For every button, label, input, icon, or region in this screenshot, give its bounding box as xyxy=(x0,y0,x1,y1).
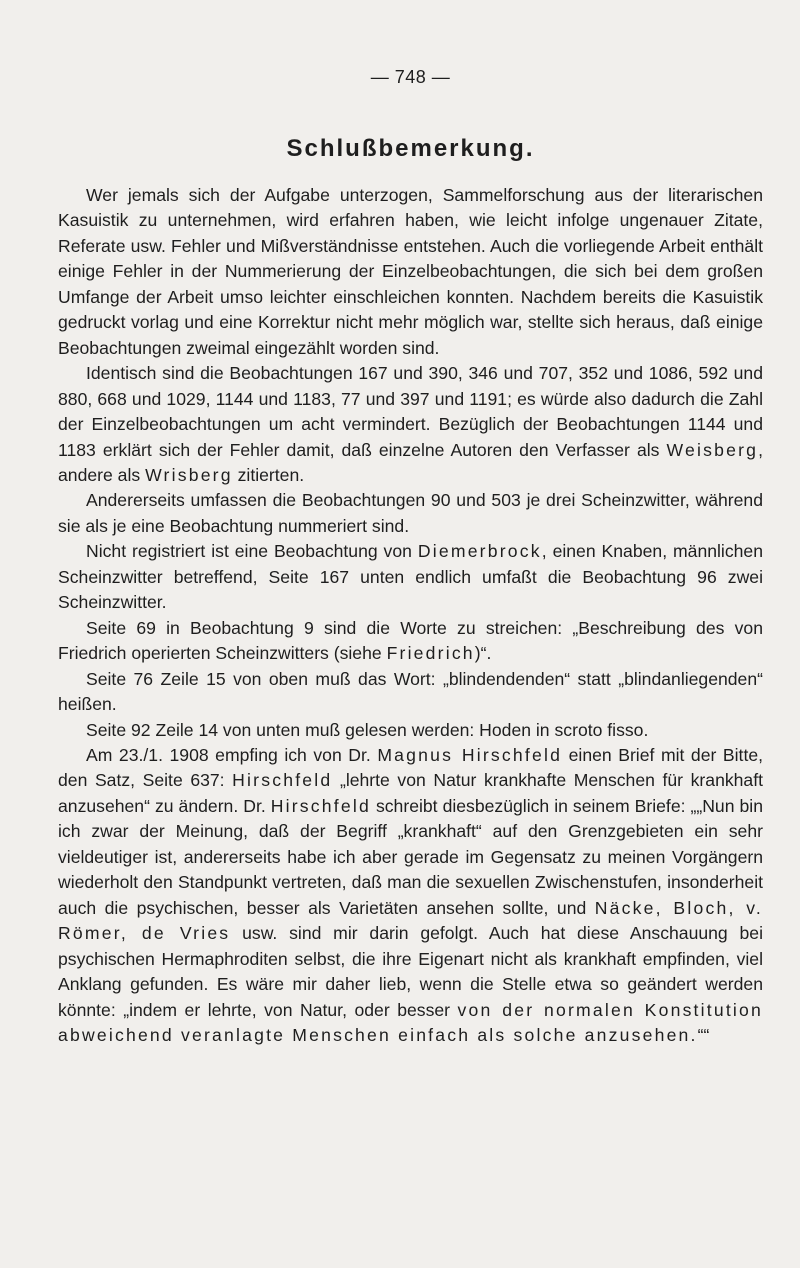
paragraph xyxy=(58,743,763,1048)
spaced-name: Magnus Hirschfeld xyxy=(377,744,563,765)
text-run: schreibt diesbezüglich in seinem Briefe: „„Nun bin ich zwar der Meinung, daß der Begriff „krankhaft“ auf den Grenzgebieten ein sehr vieldeutiger ist, andererseits habe ich aber gerade im Gegensatz zu meinen Vorgängern wiederholt den Standpunkt vertreten, daß man die sexuellen Zwischenstufen, insonderheit auch die psychischen, besser als Varietäten ansehen sollte, und xyxy=(58,795,763,918)
text-run: Seite 69 in Beobachtung 9 sind die Worte zu streichen: „Beschreibung des von Friedrich operierten Scheinzwitters (siehe xyxy=(58,617,763,664)
page-number: — 748 — xyxy=(370,67,451,87)
spaced-name: Friedrich xyxy=(386,643,475,664)
spaced-name: Näcke, Bloch, v. Römer, de Vries xyxy=(58,897,763,944)
paragraph xyxy=(58,183,763,361)
text-run: „lehrte von Natur krankhafte Menschen für krankhaft anzusehen“ zu ändern. Dr. xyxy=(58,770,763,816)
text-run: Wer jemals sich der Aufgabe unterzogen, Sammelforschung aus der literarischen Kasuistik zu unternehmen, wird erfahren haben, wie leicht infolge ungenauer Zitate, Referate usw. Fehler und Mißverständnisse entstehen. Auch die vorliegende Arbeit enthält einige Fehler in der Nummerierung der Einzelbeobachtungen, die sich bei dem großen Umfange der Arbeit umso leichter einschleichen konnten. Nachdem bereits die Kasuistik gedruckt vorlag und eine Korrektur nicht mehr möglich war, stellte sich heraus, daß einige Beobachtungen zweimal eingezählt worden sind. xyxy=(58,185,763,358)
text-run: ““ xyxy=(697,1024,710,1045)
body-text xyxy=(58,183,763,1048)
text-run: , andere als xyxy=(58,439,763,485)
spaced-name: Wrisberg xyxy=(145,464,233,485)
text-run: Seite 92 Zeile 14 von unten muß gelesen werden: Hoden in scroto fisso. xyxy=(86,719,649,740)
spaced-name: Weisberg xyxy=(666,439,759,460)
text-run: usw. sind mir darin gefolgt. Auch hat diese Anschauung bei psychischen Hermaphroditen selbst, die ihre Eigenart nicht als krankhaft empfinden, viel Anklang gefunden. Es wäre mir daher lieb, wenn die Stelle etwa so geändert werden könnte: „indem er lehrte, von Natur, oder besser xyxy=(58,923,763,1020)
text-run: Nicht registriert ist eine Beobachtung von xyxy=(86,541,418,562)
text-run: einen Brief mit der Bitte, den Satz, Seite 637: xyxy=(58,744,764,791)
section-title: Schlußbemerkung. xyxy=(286,135,535,162)
paragraph xyxy=(58,488,763,539)
spaced-name: Hirschfeld xyxy=(232,770,333,791)
text-run: Andererseits umfassen die Beobachtungen 90 und 503 je drei Scheinzwitter, während sie als je eine Beobachtung nummeriert sind. xyxy=(58,490,763,536)
paragraph xyxy=(58,361,763,488)
text-run: , einen Knaben, männlichen Scheinzwitter betreffend, Seite 167 unten endlich umfaßt die Beobachtung 96 zwei Scheinzwitter. xyxy=(58,541,763,613)
paragraph xyxy=(58,616,763,667)
spaced-name: von der normalen Konstitution abweichend veranlagte Menschen einfach als solche anzusehen. xyxy=(58,999,763,1045)
text-run: Identisch sind die Beobachtungen 167 und 390, 346 und 707, 352 und 1086, 592 und 880, 668 und 1029, 1144 und 1183, 77 und 397 und 1191; es würde also dadurch die Zahl der Einzelbeobachtungen um acht vermindert. Bezüglich der Beobachtungen 1144 und 1183 erklärt sich der Fehler damit, daß einzelne Autoren den Verfasser als xyxy=(58,363,763,460)
spaced-name: Diemerbrock xyxy=(417,541,542,562)
paragraph xyxy=(58,539,763,615)
paragraph xyxy=(58,718,763,743)
text-run: )“. xyxy=(474,643,492,664)
paragraph xyxy=(58,667,763,718)
text-run: zitierten. xyxy=(232,464,305,485)
spaced-name: Hirschfeld xyxy=(270,795,371,816)
text-run: Am 23./1. 1908 empfing ich von Dr. xyxy=(86,744,378,765)
text-run: Seite 76 Zeile 15 von oben muß das Wort: „blindendenden“ statt „blindanliegenden“ heißen. xyxy=(58,668,763,715)
